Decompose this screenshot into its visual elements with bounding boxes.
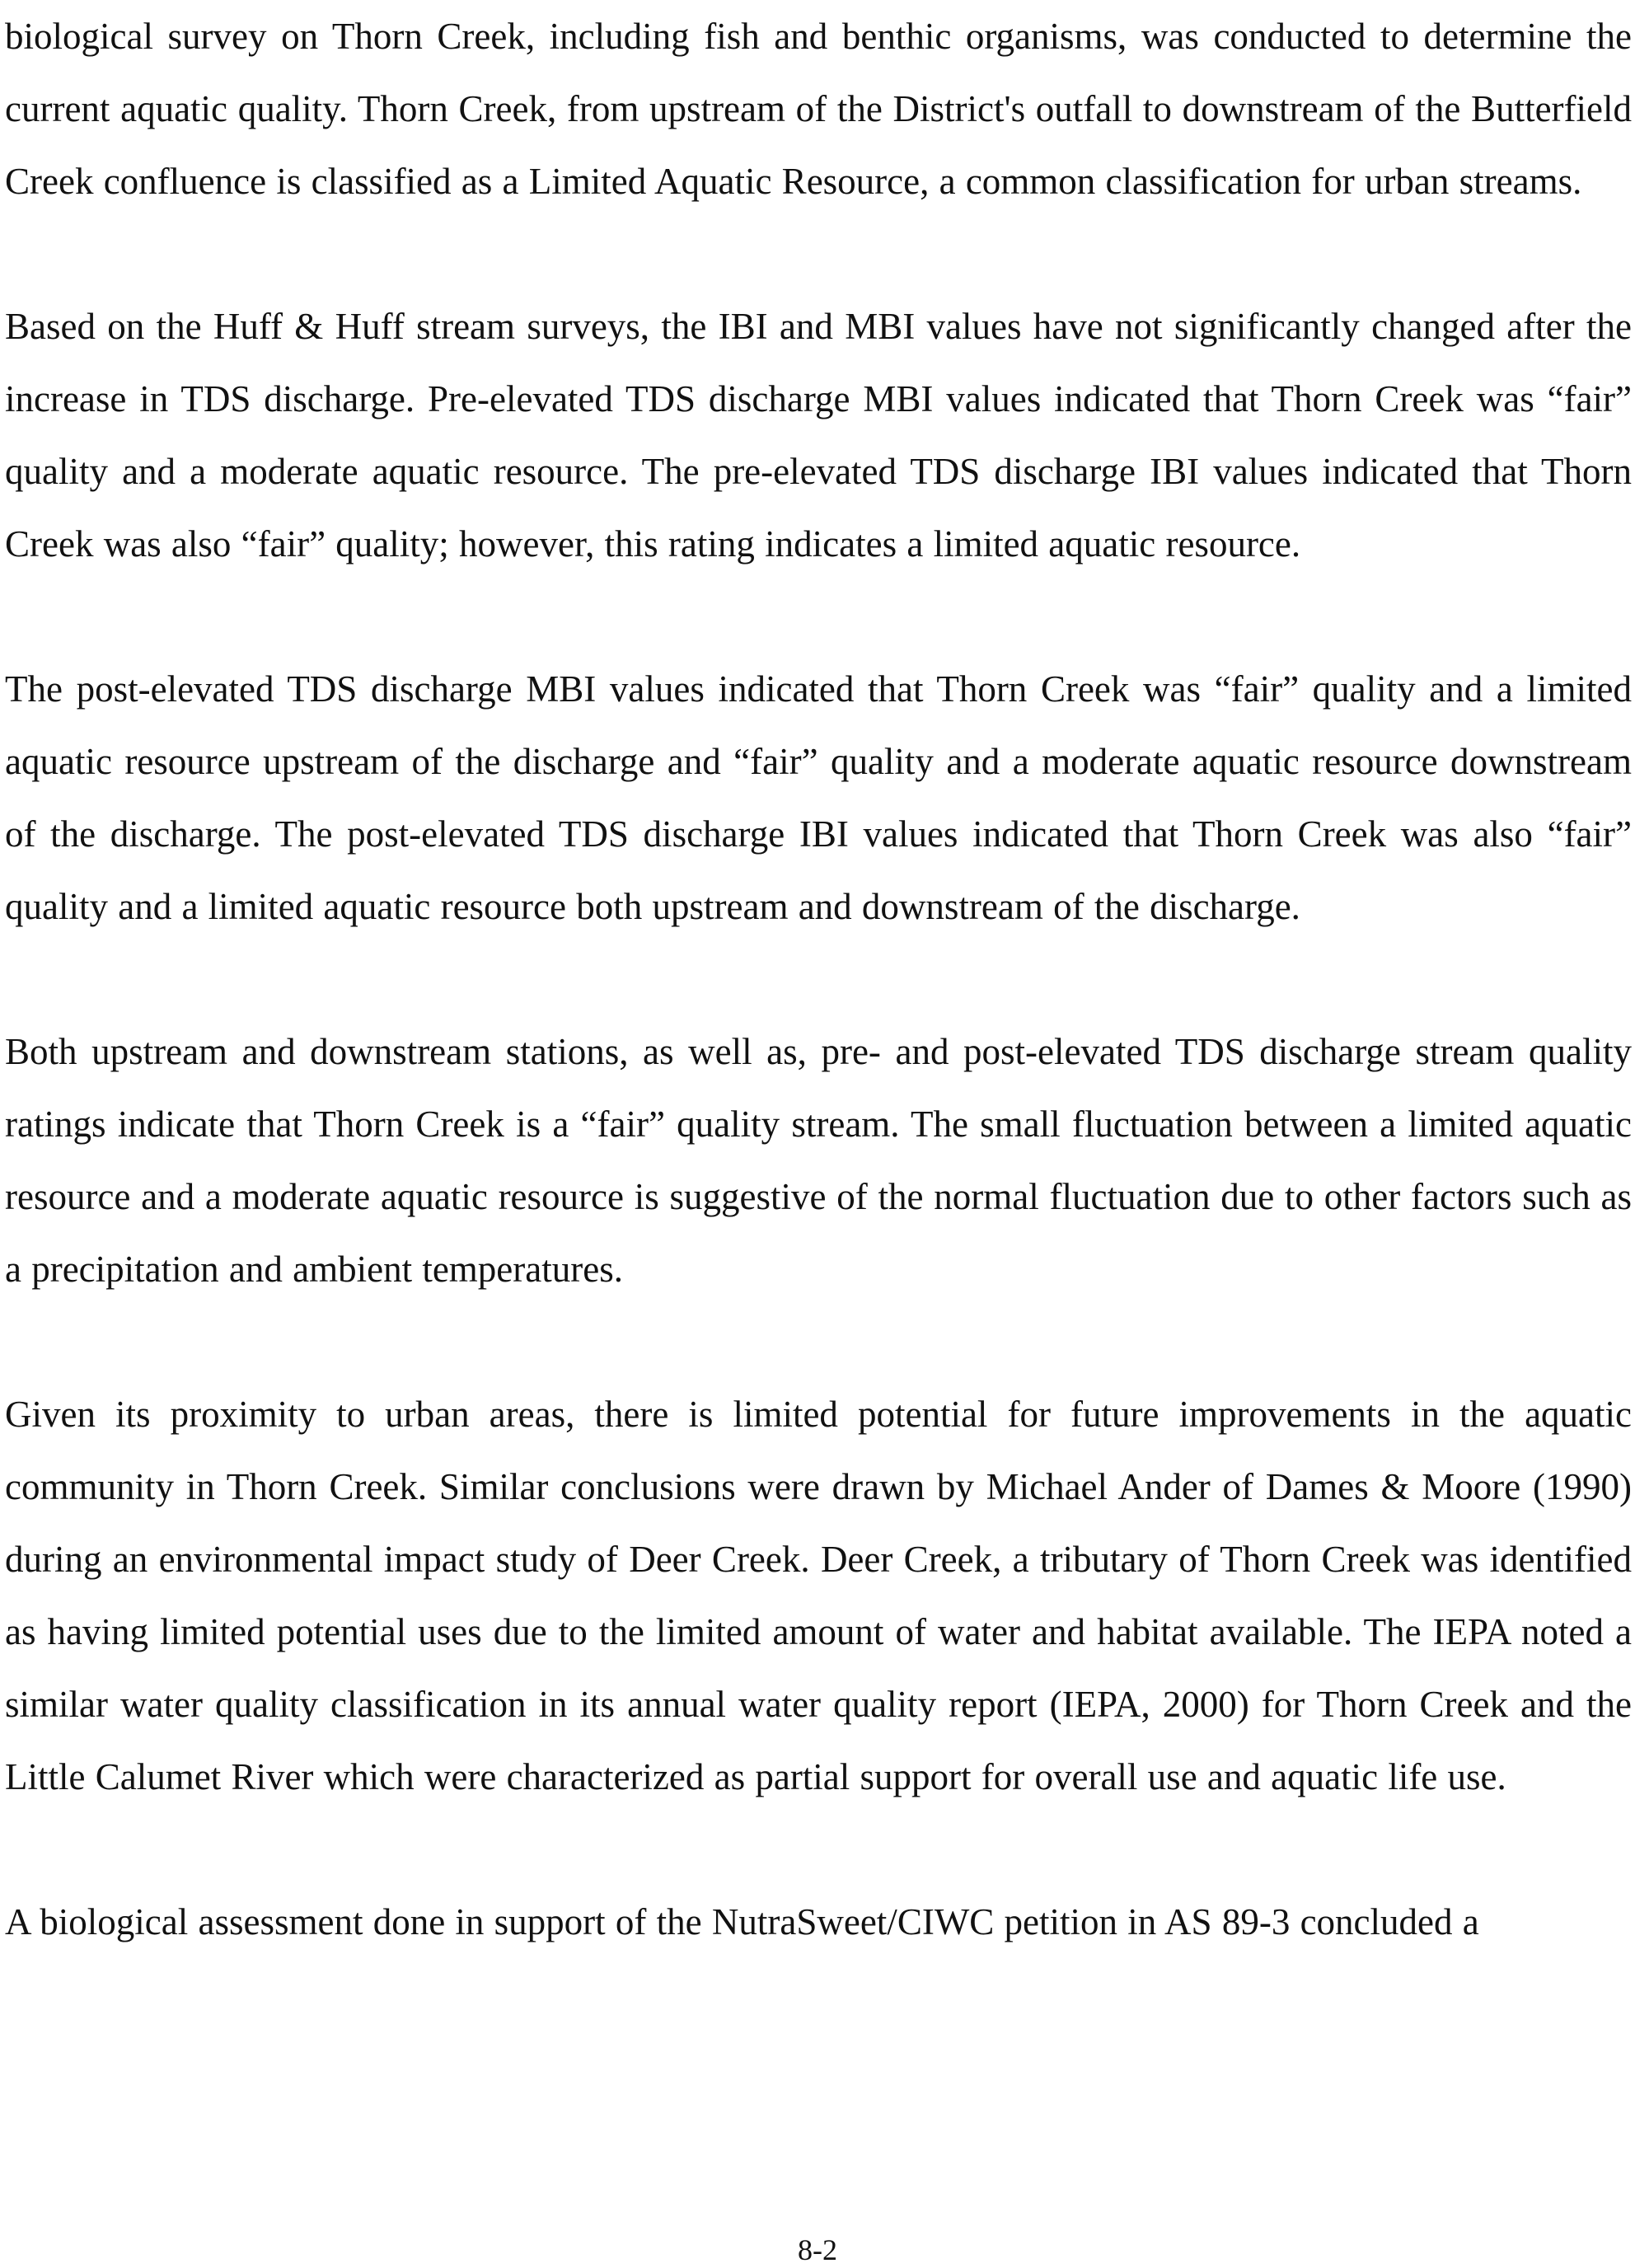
paragraph-gap xyxy=(5,1305,1632,1378)
body-text xyxy=(5,0,1632,1958)
paragraph-gap xyxy=(5,218,1632,290)
paragraph-survey-intro: biological survey on Thorn Creek, including fish and benthic organisms, was conducted to determine the current aquatic quality. Thorn Creek, from upstream of the District's outfall to downstream of the Butterfield Creek confluence is classified as a Limited Aquatic Resource, a common classification for urban streams. xyxy=(5,16,1632,202)
paragraph-stations: Both upstream and downstream stations, as well as, pre- and post-elevated TDS discharge stream quality ratings indicate that Thorn Creek is a “fair” quality stream. The small fluctuation between a limited aquatic resource and a moderate aquatic resource is suggestive of the normal fluctuation due to other factors such as a precipitation and ambient temperatures. xyxy=(5,1031,1632,1290)
paragraph-gap xyxy=(5,943,1632,1015)
paragraph-huff-surveys: Based on the Huff & Huff stream surveys, the IBI and MBI values have not significantly changed after the increase in TDS discharge. Pre-elevated TDS discharge MBI values indicated that Thorn Creek was “fair” quality and a moderate aquatic resource. The pre-elevated TDS discharge IBI values indicated that Thorn Creek was also “fair” quality; however, this rating indicates a limited aquatic resource. xyxy=(5,306,1632,565)
paragraph-biological-assessment: A biological assessment done in support of the NutraSweet/CIWC petition in AS 89-3 concluded a xyxy=(5,1901,1479,1942)
paragraph-gap xyxy=(5,1813,1632,1886)
paragraph-post-elevated: The post-elevated TDS discharge MBI values indicated that Thorn Creek was “fair” quality and a limited aquatic resource upstream of the discharge and “fair” quality and a moderate aquatic resource downstream of the discharge. The post-elevated TDS discharge IBI values indicated that Thorn Creek was also “fair” quality and a limited aquatic resource both upstream and downstream of the discharge. xyxy=(5,668,1632,927)
paragraph-urban-proximity: Given its proximity to urban areas, there is limited potential for future improvements in the aquatic community in Thorn Creek. Similar conclusions were drawn by Michael Ander of Dames & Moore (1990) during an environmental impact study of Deer Creek. Deer Creek, a tributary of Thorn Creek was identified as having limited potential uses due to the limited amount of water and habitat available. The IEPA noted a similar water quality classification in its annual water quality report (IEPA, 2000) for Thorn Creek and the Little Calumet River which were characterized as partial support for overall use and aquatic life use. xyxy=(5,1394,1632,1797)
page-number: 8-2 xyxy=(798,2233,837,2266)
paragraph-gap xyxy=(5,580,1632,653)
